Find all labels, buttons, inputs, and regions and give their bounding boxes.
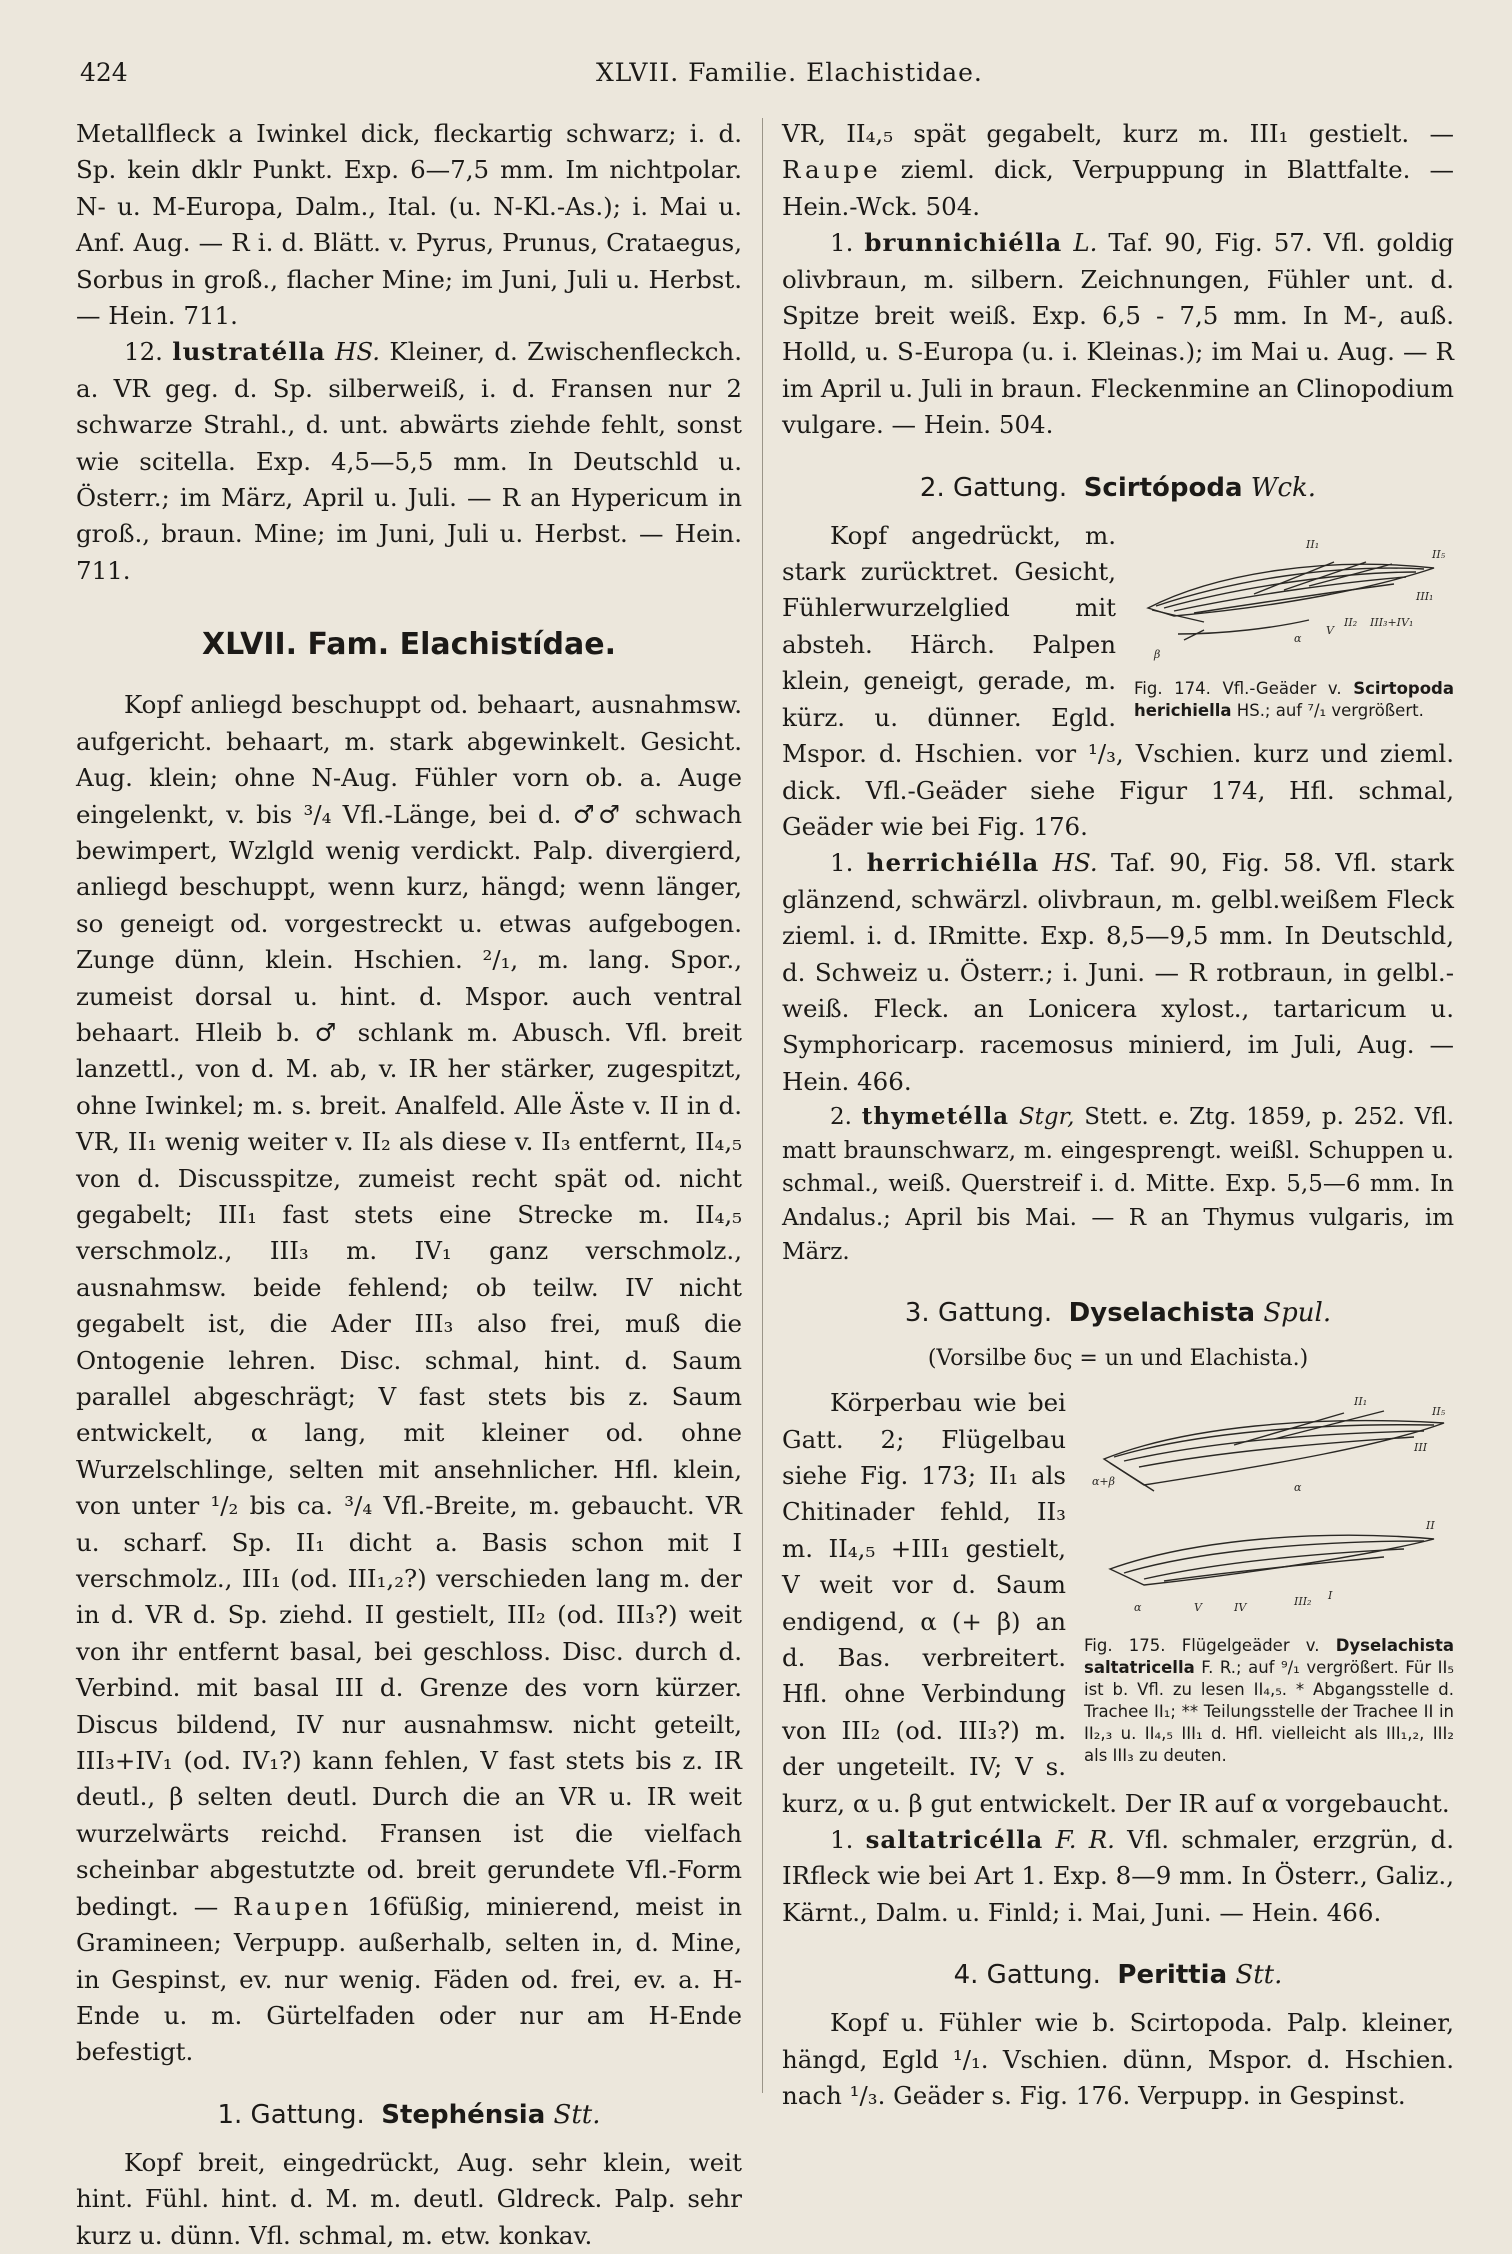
species-author: L.	[1073, 228, 1098, 258]
label-beta: β	[1154, 647, 1161, 661]
genus-etymology: (Vorsilbe δυς = un und Elachista.)	[927, 1346, 1309, 1372]
caption-text: Fig. 174. Vfl.-Geäder v.	[1134, 678, 1354, 698]
genus-label: 2. Gattung.	[919, 472, 1068, 503]
species-text: Stett. e. Ztg. 1859, p. 252. Vfl. matt braunschwarz, m. eingesprengt. weißl. Schuppen u. schmal., weiß. Querstreif i. d. Mitte. Exp. 5,5—6 mm. In Andalus.; April bis Mai. — R an Thymus vulgaris, im März.	[782, 1104, 1455, 1265]
figure-174	[1134, 522, 1454, 722]
figure-175	[1084, 1389, 1454, 1767]
genus-description-stephensia: Kopf breit, eingedrückt, Aug. sehr klein, weit hint. Fühl. hint. d. M. m. deutl. Gldreck. Palp. sehr kurz u. dünn. Vfl. schmal, m. etw. konkav.	[76, 2147, 742, 2250]
label-II2: II₂	[1344, 615, 1358, 629]
species-author: HS.	[1052, 848, 1098, 878]
label-alpha-beta: α+β	[1092, 1475, 1116, 1489]
right-column	[782, 116, 1454, 2114]
genus-heading-stephensia	[76, 2097, 742, 2133]
species-name: brunnichiélla	[864, 228, 1063, 258]
wing-venation-figure-174	[1134, 522, 1454, 672]
species-lustratella	[76, 334, 742, 589]
genus-description-dyselachista: Körperbau wie bei Gatt. 2; Flügelbau siehe Fig. 173; II₁ als Chitinader fehld, II₃ m. II₄,₅ +III₁ gestielt, V weit vor d. Saum endigend, α (+ β) an d. Bas. verbreitert. Hfl. ohne Verbindung von III₂ (od. III₃?) m. der ungeteilt. IV; V s. kurz, α u. β gut entwickelt. Der IR auf α vorgebaucht.	[782, 1388, 1450, 1818]
genus-author: Wck.	[1250, 472, 1317, 503]
species-name: herrichiélla	[866, 848, 1040, 878]
caption-text-end: F. R.; auf ⁹/₁ vergrößert. Für II₅ ist b. Vfl. zu lesen II₄,₅. * Abgangsstelle d. Trachee II₁; ** Teilungsstelle der Trachee II in II₂,₃ u. II₄,₅ III₁ d. Hfl. vielleicht als III₁,₂, III₂ als III₃ zu deuten.	[1084, 1658, 1454, 1766]
genus-heading-dyselachista	[782, 1295, 1454, 1331]
label-V-hindwing: V	[1194, 1601, 1202, 1615]
genus-author: Spul.	[1263, 1298, 1332, 1329]
species-number: 2.	[830, 1104, 852, 1131]
label-alpha-forewing: α	[1294, 1481, 1302, 1495]
genus-label: 3. Gattung.	[904, 1298, 1053, 1329]
genus-label: 1. Gattung.	[217, 2099, 365, 2130]
wing-venation-figure-175	[1084, 1389, 1454, 1629]
species-author: F. R.	[1055, 1825, 1115, 1854]
caption-taxon: Scirtopoda herichiella	[1134, 678, 1454, 720]
genus-heading-scirtopoda	[782, 470, 1454, 506]
species-thymetella	[782, 1100, 1454, 1269]
column-divider	[762, 118, 763, 2093]
page-header	[0, 58, 1512, 98]
family-description	[76, 687, 742, 2070]
paragraph-continuation: Metallfleck a Iwinkel dick, fleckartig schwarz; i. d. Sp. kein dklr Punkt. Exp. 6—7,5 mm. Im nichtpolar. N- u. M-Europa, Dalm., Ital. (u. N-Kl.-As.); i. Mai u. Anf. Aug. — R i. d. Blätt. v. Pyrus, Prunus, Crataegus, Sorbus in groß., flacher Mine; im Juni, Juli u. Herbst. — Hein. 711.	[76, 119, 742, 331]
genus-name: Perittia	[1117, 1960, 1228, 1991]
label-III: III	[1414, 1441, 1428, 1455]
species-number: 1.	[830, 228, 854, 258]
species-herrichiella	[782, 845, 1454, 1100]
stephensia-continuation	[782, 116, 1454, 225]
label-II-hindwing: II	[1426, 1519, 1435, 1533]
page-number: 424	[80, 58, 128, 87]
label-V: V	[1326, 623, 1334, 637]
species-number: 12.	[124, 337, 163, 367]
caption-taxon: Dyselachista saltatricella	[1084, 1636, 1454, 1678]
genus-name: Stephénsia	[381, 2099, 546, 2130]
label-I-hindwing: I	[1328, 1589, 1333, 1603]
species-saltatricella	[782, 1822, 1454, 1931]
genus-name: Scirtópoda	[1083, 472, 1243, 503]
figure-174-caption	[1134, 678, 1454, 722]
continuation-text-2: zieml. dick, Verpuppung in Blattfalte. — Hein.-Wck. 504.	[782, 155, 1454, 221]
genus-description-perittia: Kopf u. Fühler wie b. Scirtopoda. Palp. kleiner, hängd, Egld ¹/₁. Vschien. dünn, Mspor. d. Hschien. nach ¹/₃. Geäder s. Fig. 176. Verpupp. in Gespinst.	[782, 2008, 1454, 2111]
family-text-end: 16füßig, minierend, meist in Gramineen; Verpupp. außerhalb, selten in, d. Mine, in Gespinst, ev. nur wenig. Fäden od. frei, ev. a. H-Ende u. m. Gürtelfaden oder nur am H-Ende befestigt.	[76, 1891, 742, 2067]
label-III3-IV1: III₃+IV₁	[1370, 615, 1414, 629]
raupen-label: Raupen	[233, 1891, 353, 1921]
species-author: Stgr,	[1018, 1104, 1075, 1131]
label-alpha-hindwing: α	[1134, 1601, 1142, 1615]
running-title: XLVII. Familie. Elachistidae.	[596, 58, 983, 87]
label-alpha: α	[1294, 631, 1302, 645]
caption-text: Fig. 175. Flügelgeäder v.	[1084, 1636, 1336, 1656]
raupe-label: Raupe	[782, 155, 882, 185]
species-text: Taf. 90, Fig. 58. Vfl. stark glänzend, schwärzl. olivbraun, m. gelbl.weißem Fleck zieml. i. d. IRmitte. Exp. 8,5—9,5 mm. In Deutschld, d. Schweiz u. Österr.; i. Juni. — R rotbraun, in gelbl.-weiß. Fleck. an Lonicera xylost., tartaricum u. Symphoricarp. racemosus minierd, im Juli, Aug. — Hein. 466.	[782, 848, 1454, 1096]
figure-175-caption	[1084, 1635, 1454, 1767]
genus-label: 4. Gattung.	[953, 1960, 1101, 1991]
left-column	[76, 116, 742, 2254]
genus-author: Stt.	[553, 2099, 601, 2130]
species-author: HS.	[335, 337, 381, 367]
species-text: Vfl. schmaler, erzgrün, d. IRfleck wie bei Art 1. Exp. 8—9 mm. In Österr., Galiz., Kärnt., Dalm. u. Finld; i. Mai, Juni. — Hein. 466.	[782, 1825, 1454, 1927]
family-text: Kopf anliegd beschuppt od. behaart, ausnahmsw. aufgericht. behaart, m. stark abgewinkelt. Gesicht. Aug. klein; ohne N-Aug. Fühler vorn ob. a. Auge eingelenkt, v. bis ³/₄ Vfl.-Länge, bei d. ♂♂ schwach bewimpert, Wzlgld wenig verdickt. Palp. divergierd, anliegd beschuppt, wenn kurz, hängd; wenn länger, so geneigt od. vorgestreckt u. etwas aufgebogen. Zunge dünn, klein. Hschien. ²/₁, m. lang. Spor., zumeist dorsal u. hint. d. Mspor. auch ventral behaart. Hleib b. ♂ schlank m. Abusch. Vfl. breit lanzettl., von d. M. ab, v. IR her stärker, zugespitzt, ohne Iwinkel; m. s. breit. Analfeld. Alle Äste v. II in d. VR, II₁ wenig weiter v. II₂ als diese v. II₃ entfernt, II₄,₅ von d. Discusspitze, zumeist recht spät od. nicht gegabelt; III₁ fast stets eine Strecke m. II₄,₅ verschmolz., III₃ m. IV₁ ganz verschmolz., ausnahmsw. beide fehlend; ob teilw. IV nicht gegabelt ist, die Ader III₃ also frei, muß die Ontogenie lehren. Disc. schmal, hint. d. Saum parallel abgeschrägt; V fast stets bis z. Saum entwickelt, α lang, mit kleiner od. ohne Wurzelschlinge, selten mit ansehnlicher. Hfl. klein, von unter ¹/₂ bis ca. ³/₄ Vfl.-Breite, m. gebaucht. VR u. scharf. Sp. II₁ dicht a. Basis schon mit I verschmolz., III₁ (od. III₁,₂?) verschieden lang m. der in d. VR d. Sp. ziehd. II gestielt, III₂ (od. III₃?) weit von ihr entfernt basal, bei geschloss. Disc. durch d. Verbind. mit basal III d. Grenze des vorn kürzer. Discus bildend, IV nur ausnahmsw. nicht geteilt, III₃+IV₁ (od. IV₁?) kann fehlen, V fast stets bis z. IR deutl., β selten deutl. Durch die an VR u. IR weit wurzelwärts reichd. Fransen ist die vielfach scheinbar abgestutzte od. breit gerundete Vfl.-Form bedingt. —	[76, 690, 742, 1921]
label-II5: II₅	[1432, 1405, 1446, 1419]
label-III1: III₁	[1416, 589, 1434, 603]
genus-description-scirtopoda: Kopf angedrückt, m. stark zurücktret. Gesicht, Fühlerwurzelglied mit absteh. Härch. Palpen klein, geneigt, gerade, m. kürz. u. dünner. Egld. Mspor. d. Hschien. vor ¹/₃, Vschien. kurz und zieml. dick. Vfl.-Geäder siehe Figur 174, Hfl. schmal, Geäder wie bei Fig. 176.	[782, 520, 1454, 841]
species-number: 1.	[830, 1825, 854, 1854]
species-text: Taf. 90, Fig. 57. Vfl. goldig olivbraun, m. silbern. Zeichnungen, Fühler unt. d. Spitze breit weiß. Exp. 6,5 - 7,5 mm. In M-, auß. Holld, u. S-Europa (u. i. Kleinas.); im Mai u. Aug. — R im April u. Juli in braun. Fleckenmine an Clinopodium vulgare. — Hein. 504.	[782, 228, 1454, 440]
species-name: thymetélla	[861, 1103, 1010, 1131]
species-text: Kleiner, d. Zwischenfleckch. a. VR geg. d. Sp. silberweiß, i. d. Fransen nur 2 schwarze Strahl., d. unt. abwärts ziehde fehlt, sonst wie scitella. Exp. 4,5—5,5 mm. In Deutschld u. Österr.; im März, April u. Juli. — R an Hypericum in groß., braun. Mine; im Juni, Juli u. Herbst. — Hein. 711.	[76, 337, 742, 585]
caption-text-end: HS.; auf ⁷/₁ vergrößert.	[1231, 700, 1424, 720]
genus-name: Dyselachista	[1068, 1298, 1256, 1329]
label-II1: II₁	[1354, 1395, 1368, 1409]
genus-heading-perittia	[782, 1957, 1454, 1993]
label-II1: II₁	[1306, 537, 1320, 551]
species-name: saltatricélla	[865, 1825, 1044, 1854]
family-heading: XLVII. Fam. Elachistídae.	[202, 627, 616, 663]
genus-author: Stt.	[1235, 1960, 1283, 1991]
species-number: 1.	[830, 848, 854, 878]
label-II5: II₅	[1432, 547, 1446, 561]
continuation-text: VR, II₄,₅ spät gegabelt, kurz m. III₁ gestielt. —	[782, 119, 1454, 148]
label-III2-hindwing: III₂	[1294, 1595, 1312, 1609]
species-brunnichiella	[782, 225, 1454, 443]
species-name: lustratélla	[172, 337, 326, 367]
label-IV-hindwing: IV	[1234, 1601, 1247, 1615]
